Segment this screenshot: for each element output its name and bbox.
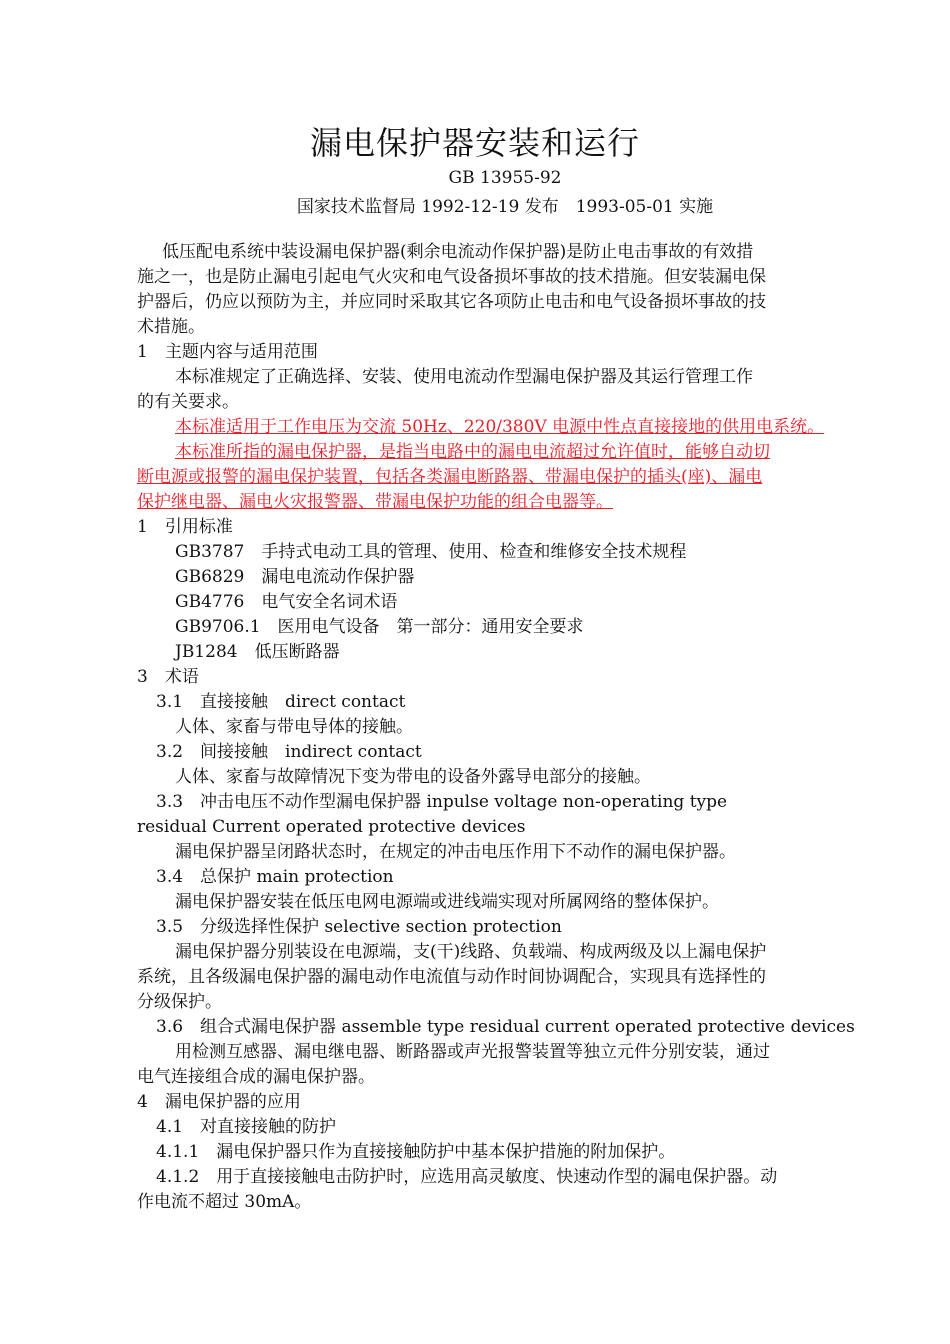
highlighted-line: 保护继电器、漏电火灾报警器、带漏电保护功能的组合电器等。 <box>137 492 613 512</box>
text-line: 本标准规定了正确选择、安装、使用电流动作型漏电保护器及其运行管理工作 <box>175 367 753 387</box>
text-line: 护器后，仍应以预防为主，并应同时采取其它各项防止电击和电气设备损坏事故的技 <box>137 292 766 312</box>
highlighted-line: 本标准适用于工作电压为交流 50Hz、220/380V 电源中性点直接接地的供用电系统。 <box>175 417 825 437</box>
reference-item: JB1284 低压断路器 <box>175 642 340 662</box>
text-line: 漏电保护器呈闭路状态时，在规定的冲击电压作用下不动作的漏电保护器。 <box>175 842 736 862</box>
text-line: 漏电保护器分别装设在电源端，支(干)线路、负载端、构成两级及以上漏电保护 <box>175 942 767 962</box>
text-line: 分级保护。 <box>137 992 222 1012</box>
reference-item: GB9706.1 医用电气设备 第一部分：通用安全要求 <box>175 617 584 637</box>
standard-number: GB 13955-92 <box>448 168 562 188</box>
highlighted-line: 本标准所指的漏电保护器，是指当电路中的漏电电流超过允许值时，能够自动切 <box>175 442 770 462</box>
highlighted-line: 断电源或报警的漏电保护装置，包括各类漏电断路器、带漏电保护的插头(座)、漏电 <box>137 467 763 487</box>
text-line: 系统，且各级漏电保护器的漏电动作电流值与动作时间协调配合，实现具有选择性的 <box>137 967 766 987</box>
term-heading: 3.3 冲击电压不动作型漏电保护器 inpulse voltage non-operating type <box>156 792 728 812</box>
text-line: 人体、家畜与故障情况下变为带电的设备外露导电部分的接触。 <box>175 767 651 787</box>
term-heading: 3.5 分级选择性保护 selective section protection <box>156 917 562 937</box>
clause-line: 4.1.1 漏电保护器只作为直接接触防护中基本保护措施的附加保护。 <box>156 1142 676 1162</box>
section-heading: 1 引用标准 <box>137 517 233 537</box>
section-heading: 1 主题内容与适用范围 <box>137 342 318 362</box>
text-line: 人体、家畜与带电导体的接触。 <box>175 717 413 737</box>
issue-line: 国家技术监督局 1992-12-19 发布 1993-05-01 实施 <box>296 197 714 217</box>
text-line: 的有关要求。 <box>137 392 239 412</box>
reference-item: GB6829 漏电电流动作保护器 <box>175 567 415 587</box>
text-line: 施之一，也是防止漏电引起电气火灾和电气设备损坏事故的技术措施。但安装漏电保 <box>137 267 766 287</box>
text-line: 低压配电系统中装设漏电保护器(剩余电流动作保护器)是防止电击事故的有效措 <box>162 242 754 262</box>
text-line: 漏电保护器安装在低压电网电源端或进线端实现对所属网络的整体保护。 <box>175 892 719 912</box>
section-heading: 4 漏电保护器的应用 <box>137 1092 301 1112</box>
reference-item: GB3787 手持式电动工具的管理、使用、检查和维修安全技术规程 <box>175 542 687 562</box>
term-heading: 3.6 组合式漏电保护器 assemble type residual current operated protective devices <box>156 1017 855 1037</box>
term-heading: 3.2 间接接触 indirect contact <box>156 742 422 762</box>
section-heading: 3 术语 <box>137 667 199 687</box>
text-line: 术措施。 <box>137 317 205 337</box>
text-line: 用检测互感器、漏电继电器、断路器或声光报警装置等独立元件分别安装，通过 <box>175 1042 770 1062</box>
text-line: 作电流不超过 30mA。 <box>137 1192 312 1212</box>
text-line: 电气连接组合成的漏电保护器。 <box>137 1067 375 1087</box>
document-title: 漏电保护器安装和运行 <box>309 124 640 162</box>
term-heading: 3.4 总保护 main protection <box>156 867 394 887</box>
term-heading: 3.1 直接接触 direct contact <box>156 692 406 712</box>
subsection-heading: 4.1 对直接接触的防护 <box>156 1117 337 1137</box>
clause-line: 4.1.2 用于直接接触电击防护时，应选用高灵敏度、快速动作型的漏电保护器。动 <box>156 1167 778 1187</box>
text-line: residual Current operated protective devices <box>137 817 526 837</box>
reference-item: GB4776 电气安全名词术语 <box>175 592 398 612</box>
